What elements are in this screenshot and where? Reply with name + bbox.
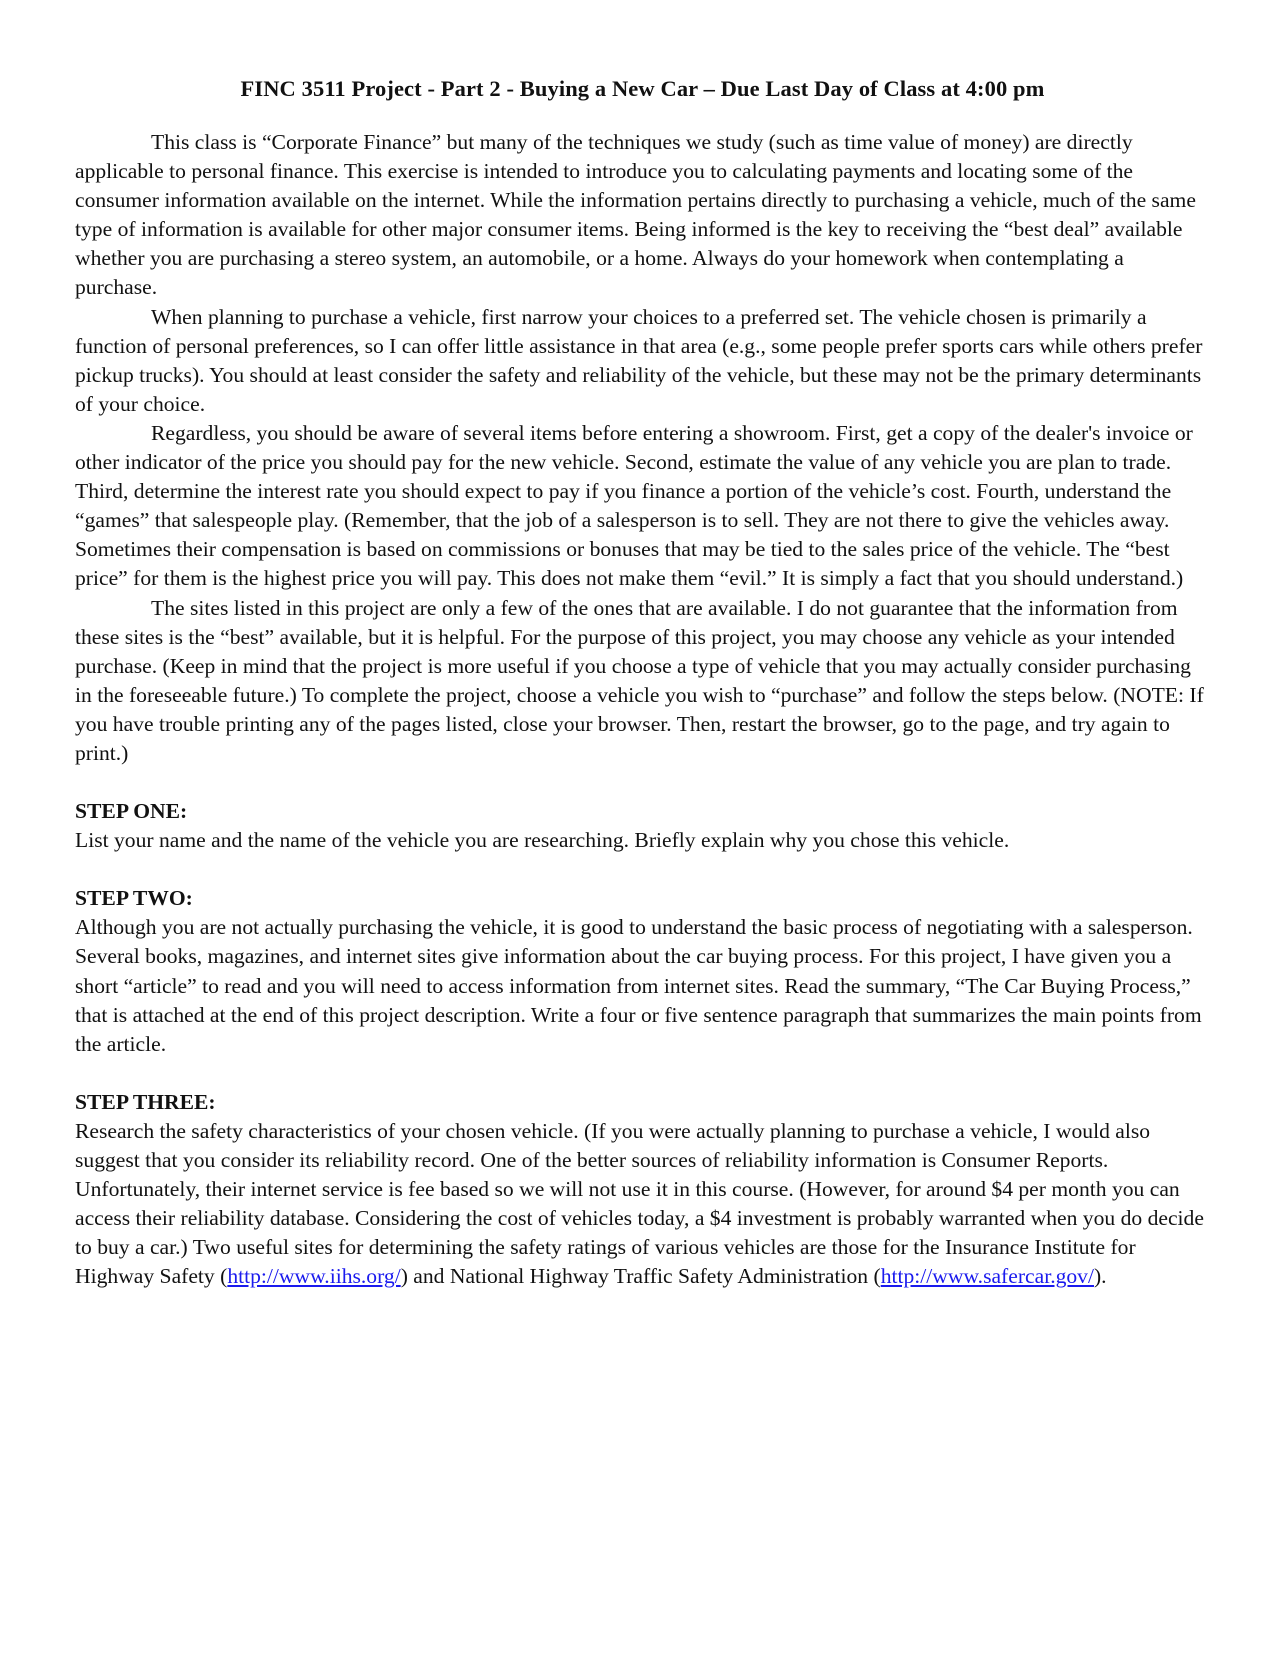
step-three-body [75,1117,1210,1292]
intro-paragraph-3: Regardless, you should be aware of several items before entering a showroom. First, get a copy of the dealer's invoice or other indicator of the price you should pay for the new vehicle. Second, estimate the value of any vehicle you are plan to trade. Third, determine the interest rate you should expect to pay if you finance a portion of the vehicle’s cost. Fourth, understand the “games” that salespeople play. (Remember, that the job of a salesperson is to sell. They are not there to give the vehicles away. Sometimes their compensation is based on commissions or bonuses that may be tied to the sales price of the vehicle. The “best price” for them is the highest price you will pay. This does not make them “evil.” It is simply a fact that you should understand.) [75,420,1193,591]
step-three-text-part-1: Research the safety characteristics of your chosen vehicle. (If you were actually planning to purchase a vehicle, I would also suggest that you consider its reliability record. One of the better sources of reliability information is Consumer Reports. Unfortunately, their internet service is fee based so we will not use it in this course. (However, for around $4 per month you can access their reliability database. Considering the cost of vehicles today, a $4 investment is probably warranted when you do decide to buy a car.) Two useful sites for determining the safety ratings of various vehicles are those for the Insurance Institute for Highway Safety ( [75,1118,1204,1289]
intro-paragraph-4: The sites listed in this project are only a few of the ones that are available. I do not guarantee that the information from these sites is the “best” available, but it is helpful. For the purpose of this project, you may choose any vehicle as your intended purchase. (Keep in mind that the project is more useful if you choose a type of vehicle that you may actually consider purchasing in the foreseeable future.) To complete the project, choose a vehicle you wish to “purchase” and follow the steps below. (NOTE: If you have trouble printing any of the pages listed, close your browser. Then, restart the browser, go to the page, and try again to print.) [75,595,1204,765]
step-three-text-part-3: ). [1093,1264,1107,1289]
intro-paragraph-2: When planning to purchase a vehicle, first narrow your choices to a preferred set. The vehicle chosen is primarily a function of personal preferences, so I can offer little assistance in that area (e.g., some people prefer sports cars while others prefer pickup trucks). You should at least consider the safety and reliability of the vehicle, but these may not be the primary determinants of your choice. [75,304,1203,416]
step-two-body: Although you are not actually purchasing the vehicle, it is good to understand the basic process of negotiating with a salesperson. Several books, magazines, and internet sites give information about the car buying process. For this project, I have given you a short “article” to read and you will need to access information from internet sites. Read the summary, “The Car Buying Process,” that is attached at the end of this project description. Write a four or five sentence paragraph that summarizes the main points from the article. [75,915,1202,1056]
step-three-section [75,1088,1210,1292]
step-one-heading: STEP ONE: [75,799,188,824]
step-two-heading: STEP TWO: [75,886,193,911]
step-three-heading: STEP THREE: [75,1089,216,1114]
document-title: FINC 3511 Project - Part 2 - Buying a New Car – Due Last Day of Class at 4:00 pm [240,76,1045,101]
step-one-section [75,797,1210,855]
step-two-section [75,884,1210,1059]
intro-paragraph-1: This class is “Corporate Finance” but many of the techniques we study (such as time value of money) are directly applicable to personal finance. This exercise is intended to introduce you to calculating payments and locating some of the consumer information available on the internet. While the information pertains directly to purchasing a vehicle, much of the same type of information is available for other major consumer items. Being informed is the key to receiving the “best deal” available whether you are purchasing a stereo system, an automobile, or a home. Always do your homework when contemplating a purchase. [75,130,1196,300]
iihs-link[interactable]: http://www.iihs.org/ [227,1264,401,1289]
step-one-body: List your name and the name of the vehicle you are researching. Briefly explain why you chose this vehicle. [75,828,1010,853]
safercar-link[interactable]: http://www.safercar.gov/ [880,1264,1094,1289]
step-three-text-part-2: ) and National Highway Traffic Safety Administration ( [400,1264,881,1289]
intro-section [75,128,1210,768]
document-page [75,74,1210,1291]
